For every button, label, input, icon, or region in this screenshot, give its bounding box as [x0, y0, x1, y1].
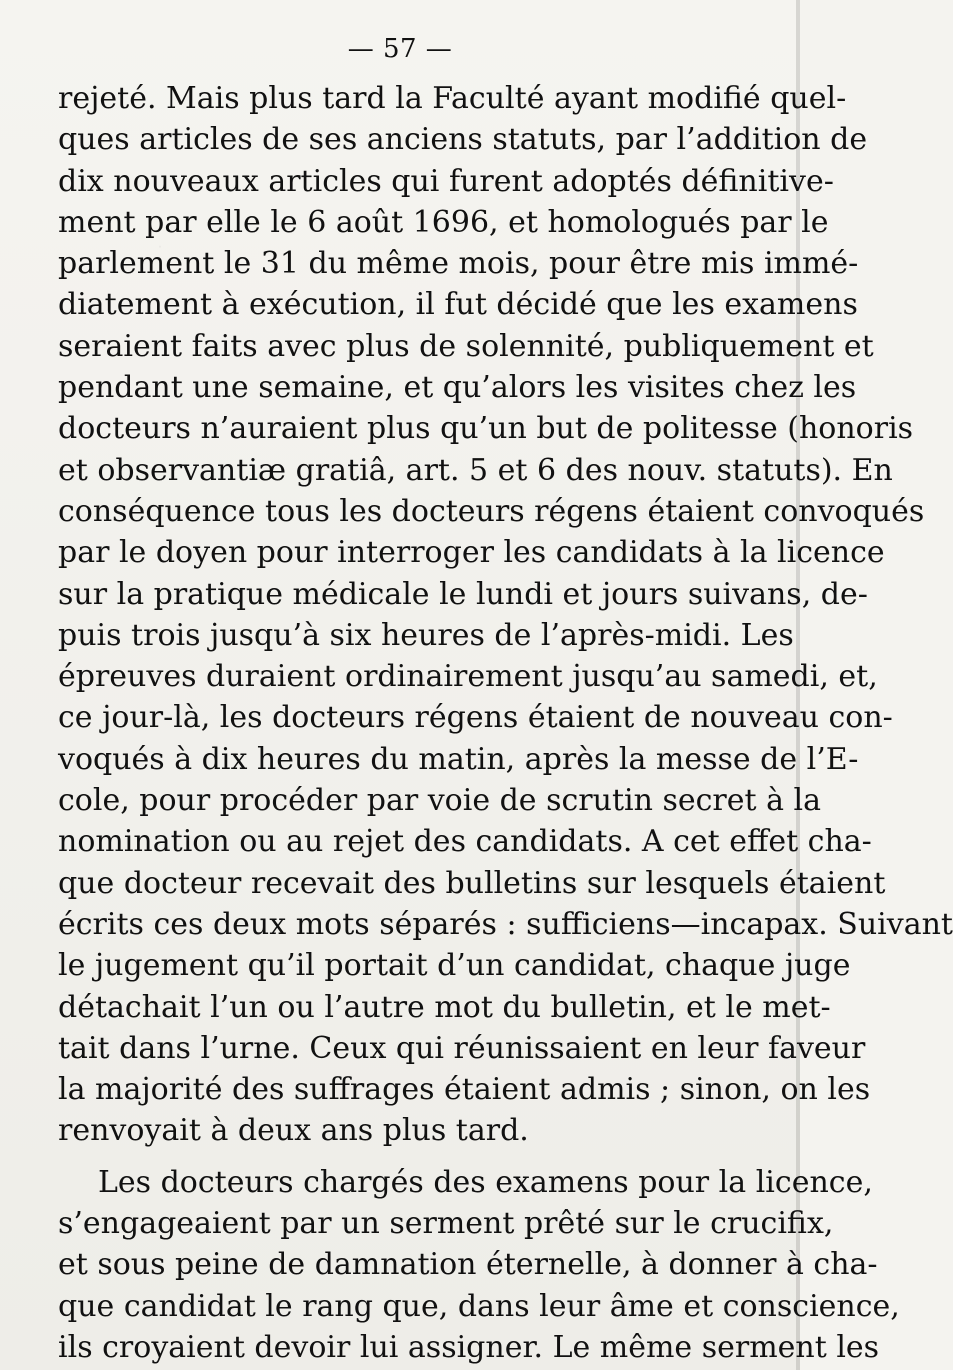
text-line: tait dans l’urne. Ceux qui réunissaient en leur faveur	[58, 1030, 866, 1066]
text-line: diatement à exécution, il fut décidé que les examens	[58, 287, 858, 323]
text-line: parlement le 31 du même mois, pour être mis immé-	[58, 246, 859, 282]
text-line: conséquence tous les docteurs régens étaient convoqués	[58, 493, 925, 529]
text-line: dix nouveaux articles qui furent adoptés définitive-	[58, 163, 834, 199]
text-line: Les docteurs chargés des examens pour la licence,	[98, 1164, 873, 1200]
page-number: — 57 —	[347, 34, 453, 64]
text-line: renvoyait à deux ans plus tard.	[58, 1113, 529, 1149]
text-line: cole, pour procéder par voie de scrutin secret à la	[58, 783, 822, 819]
text-line: que candidat le rang que, dans leur âme et conscience,	[58, 1288, 900, 1324]
text-line: nomination ou au rejet des candidats. A cet effet cha-	[58, 824, 872, 860]
text-line: détachait l’un ou l’autre mot du bulletin, et le met-	[58, 989, 831, 1025]
text-line: que docteur recevait des bulletins sur lesquels étaient	[58, 865, 886, 901]
text-line: ce jour-là, les docteurs régens étaient de nouveau con-	[58, 700, 893, 736]
text-line: ils croyaient devoir lui assigner. Le même serment les	[58, 1329, 880, 1365]
text-line: docteurs n’auraient plus qu’un but de politesse (honoris	[58, 411, 914, 447]
text-line: ment par elle le 6 août 1696, et homologués par le	[58, 204, 829, 240]
text-line: et sous peine de damnation éternelle, à donner à cha-	[58, 1247, 878, 1283]
text-line: seraient faits avec plus de solennité, publiquement et	[58, 328, 874, 364]
text-line: épreuves duraient ordinairement jusqu’au samedi, et,	[58, 659, 878, 695]
text-line: la majorité des suffrages étaient admis ; sinon, on les	[58, 1072, 871, 1108]
text-line: puis trois jusqu’à six heures de l’après-midi. Les	[58, 617, 794, 653]
paragraph-gap	[58, 1152, 742, 1162]
text-line: sur la pratique médicale le lundi et jours suivans, de-	[58, 576, 868, 612]
text-line: le jugement qu’il portait d’un candidat, chaque juge	[58, 948, 851, 984]
body-text	[58, 78, 953, 1368]
text-line: et observantiæ gratiâ, art. 5 et 6 des nouv. statuts). En	[58, 452, 893, 488]
text-line: par le doyen pour interroger les candidats à la licence	[58, 535, 885, 571]
text-line: pendant une semaine, et qu’alors les visites chez les	[58, 370, 857, 406]
text-line: s’engageaient par un serment prêté sur le crucifix,	[58, 1206, 834, 1242]
text-line: ques articles de ses anciens statuts, par l’addition de	[58, 122, 868, 158]
text-line: écrits ces deux mots séparés : sufficiens—incapax. Suivant	[58, 906, 953, 942]
text-line: rejeté. Mais plus tard la Faculté ayant modifié quel-	[58, 81, 847, 116]
text-line: voqués à dix heures du matin, après la messe de l’E-	[58, 741, 859, 777]
